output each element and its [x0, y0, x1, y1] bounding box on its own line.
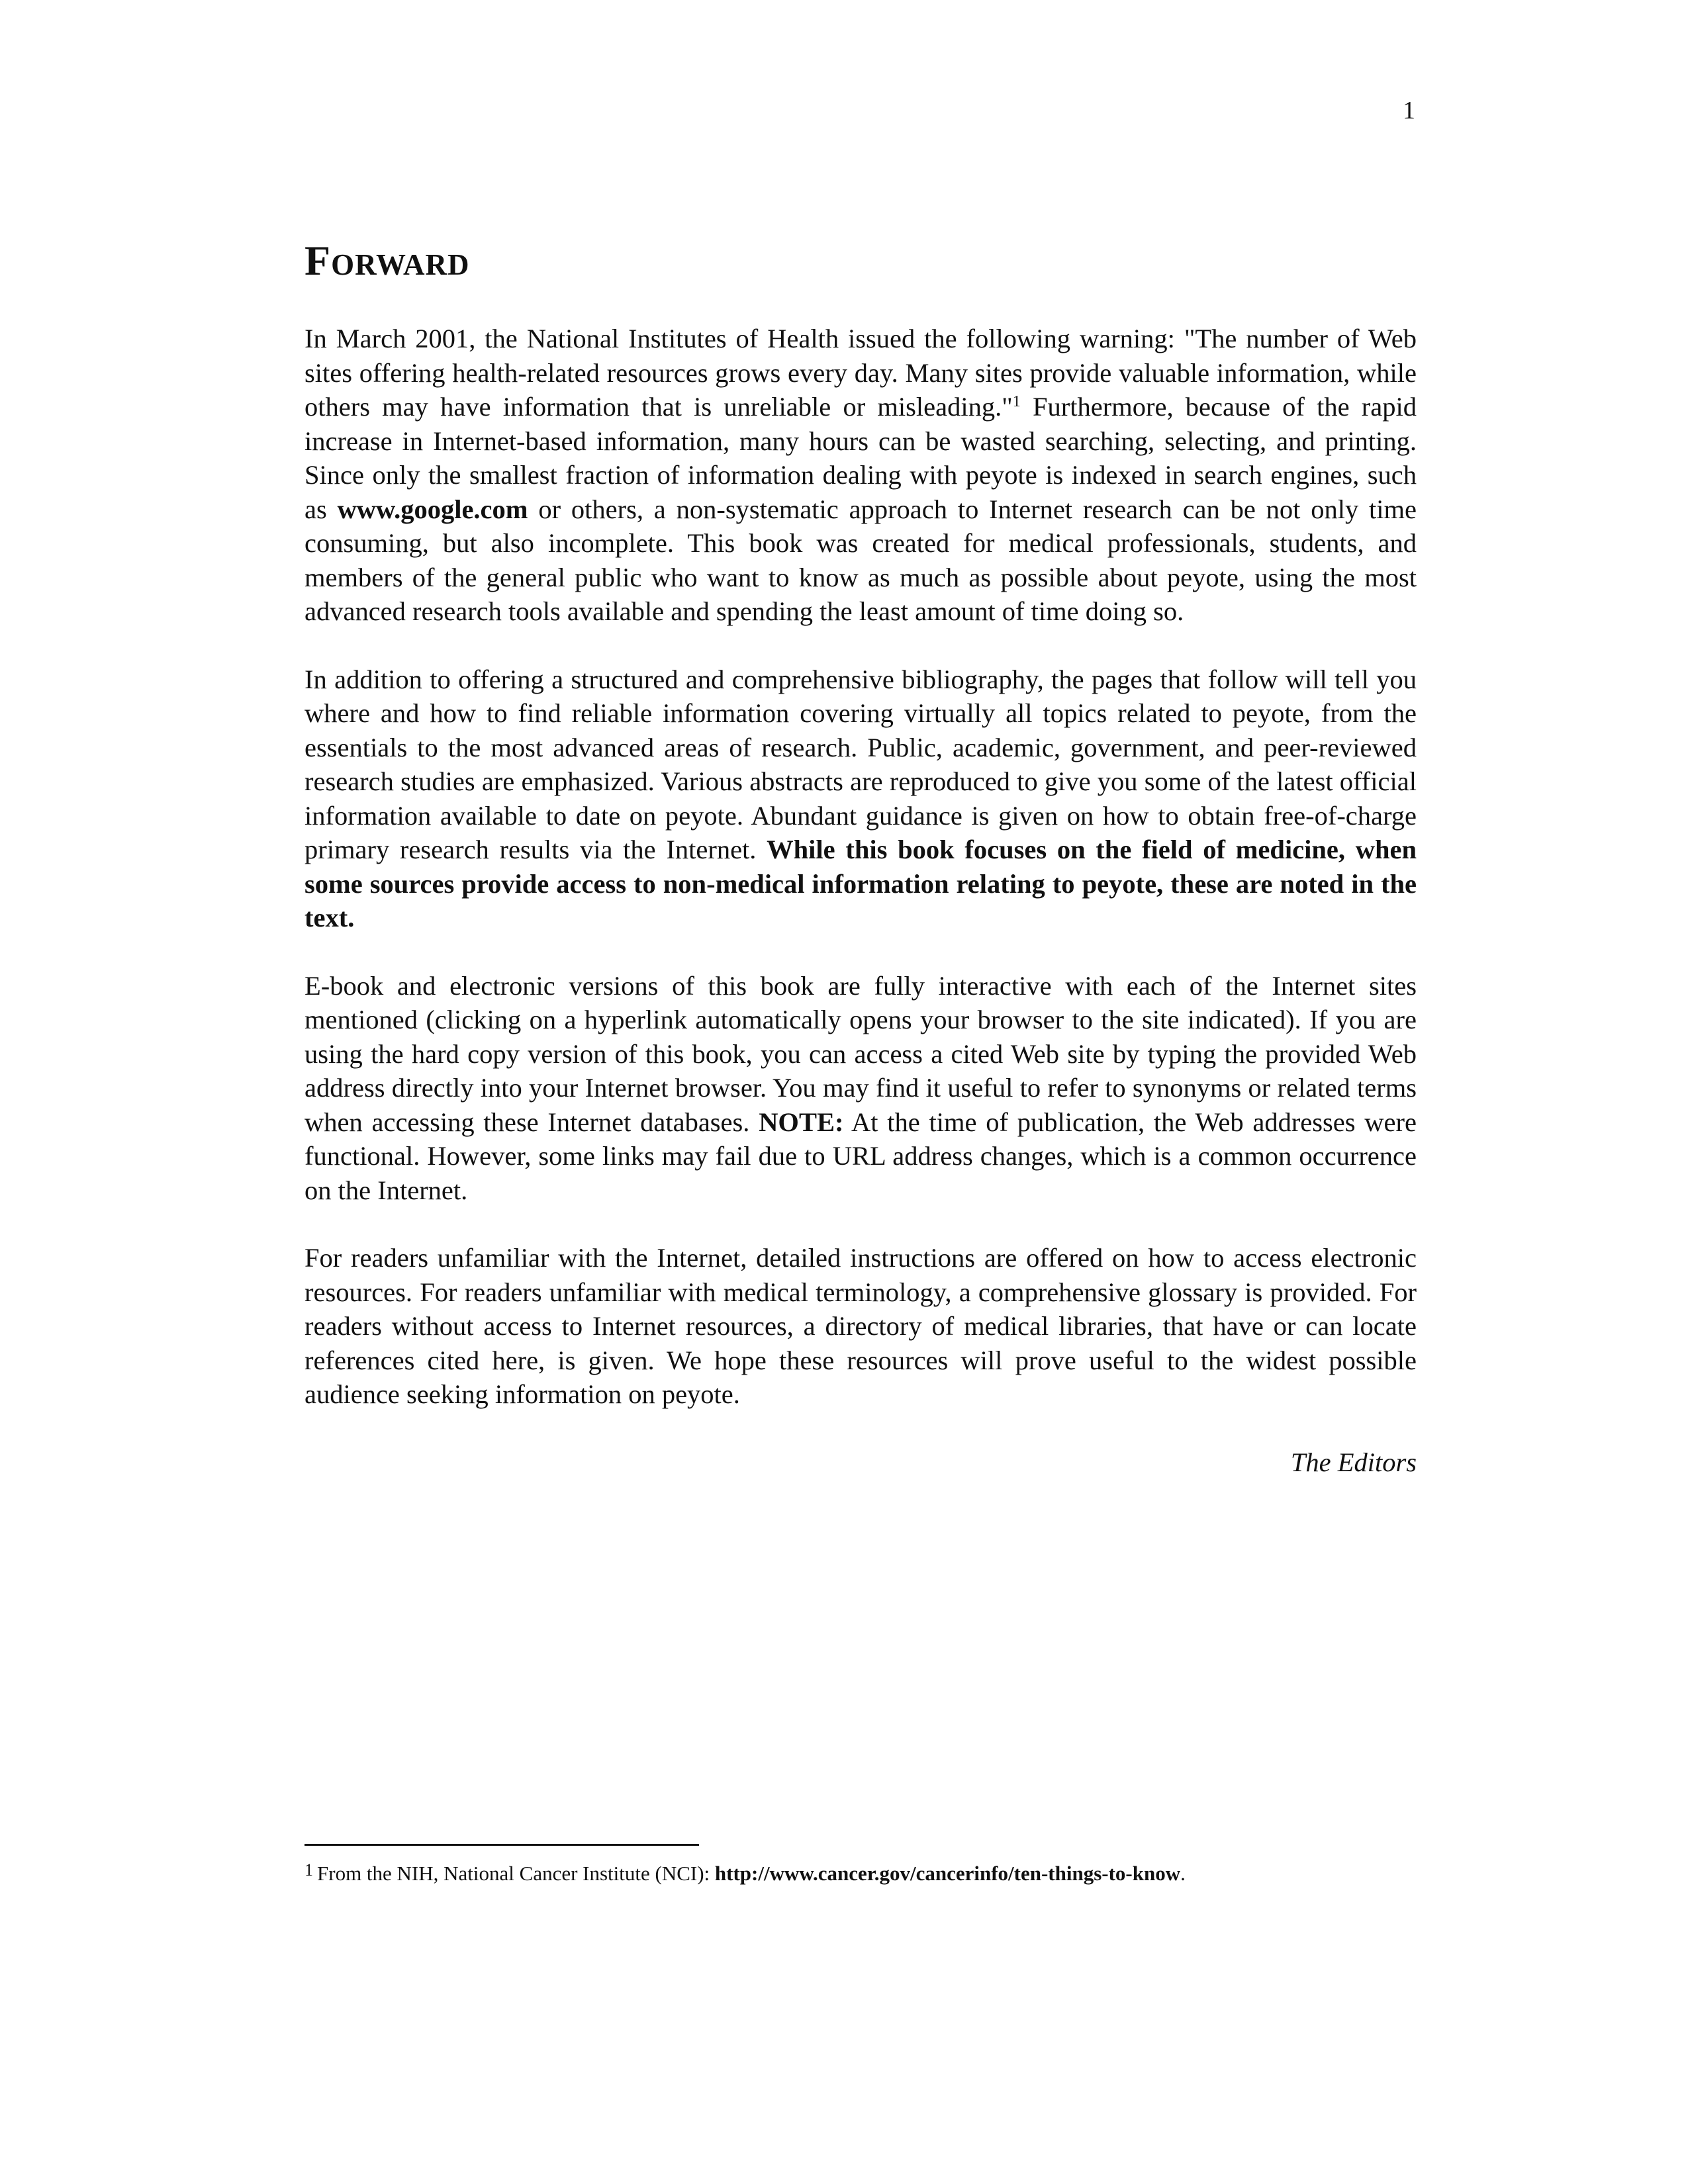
paragraph-4: [305, 1241, 1417, 1412]
paragraph-2-bold-text: While this book focuses on the field of medicine, when some sources provide access to non-medical information relating to peyote, these are noted in the text.: [305, 835, 1417, 933]
footnote-reference[interactable]: 1: [1012, 393, 1021, 410]
footnote-mark: 1: [305, 1860, 313, 1880]
page-title: Forward: [305, 237, 470, 284]
body-text: [305, 322, 1417, 1479]
page-number: 1: [1403, 97, 1415, 124]
paragraph-3-note-text: At the time of publication, the Web addresses were functional. However, some links may fail due to URL address changes, which is a common occurrence on the Internet.: [305, 1107, 1417, 1205]
google-link[interactable]: www.google.com: [337, 494, 528, 524]
paragraph-2-text: In addition to offering a structured and comprehensive bibliography, the pages that follow will tell you where and how to find reliable information covering virtually all topics related to peyote, from the essentials to the most advanced areas of research. Public, academic, government, and peer-reviewed research studies are emphasized. Various abstracts are reproduced to give you some of the latest official information available to date on peyote. Abundant guidance is given on how to obtain free-of-charge primary research results via the Internet.: [305, 664, 1417, 864]
footnote: [305, 1857, 1496, 1887]
paragraph-3-text: E-book and electronic versions of this book are fully interactive with each of the Internet sites mentioned (clicking on a hyperlink automatically opens your browser to the site indicated). If you are using the hard copy version of this book, you can access a cited Web site by typing the provided Web address directly into your Internet browser. You may find it useful to refer to synonyms or related terms when accessing these Internet databases.: [305, 970, 1417, 1137]
paragraph-1-text-b: Furthermore, because of the rapid increase in Internet-based information, many hours can be wasted searching, selecting, and printing. Since only the smallest fraction of information dealing with peyote is indexed in search engines, such as: [305, 392, 1417, 524]
footnote-divider: [305, 1844, 699, 1846]
paragraph-1-text-c: or others, a non-systematic approach to Internet research can be not only time consuming, but also incomplete. This book was created for medical professionals, students, and members of the general public who want to know as much as possible about peyote, using the most advanced research tools available and spending the least amount of time doing so.: [305, 494, 1417, 626]
footnote-text: From the NIH, National Cancer Institute (NCI):: [317, 1862, 715, 1885]
paragraph-1: [305, 322, 1417, 629]
footnote-trailing: .: [1180, 1862, 1186, 1885]
paragraph-1-text-a: In March 2001, the National Institutes of Health issued the following warning: "The number of Web sites offering health-related resources grows every day. Many sites provide valuable information, while others may have information that is unreliable or misleading.": [305, 324, 1417, 422]
paragraph-2: [305, 662, 1417, 935]
note-label: NOTE:: [759, 1107, 844, 1137]
footnote-link[interactable]: http://www.cancer.gov/cancerinfo/ten-things-to-know: [714, 1862, 1181, 1885]
paragraph-3: [305, 969, 1417, 1208]
signature: The Editors: [1290, 1447, 1417, 1477]
paragraph-4-text: For readers unfamiliar with the Internet, detailed instructions are offered on how to access electronic resources. For readers unfamiliar with medical terminology, a comprehensive glossary is provided. For readers without access to Internet resources, a directory of medical libraries, that have or can locate references cited here, is given. We hope these resources will prove useful to the widest possible audience seeking information on peyote.: [305, 1243, 1417, 1409]
